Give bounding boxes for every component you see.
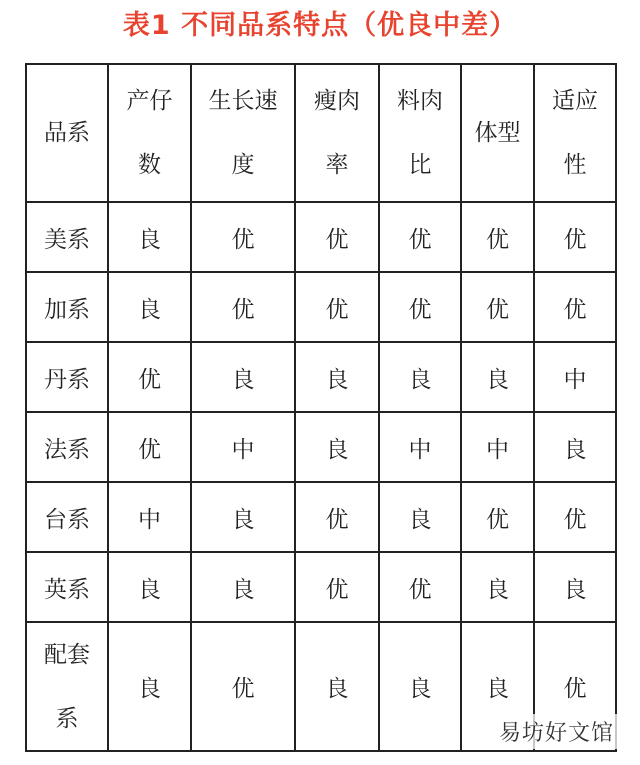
table-cell: 优 bbox=[461, 272, 534, 342]
table-cell: 中 bbox=[108, 482, 191, 552]
breed-characteristics-table bbox=[25, 63, 617, 752]
table-row bbox=[26, 272, 616, 342]
table-cell: 良 bbox=[461, 342, 534, 412]
table-cell: 优 bbox=[108, 412, 191, 482]
header-breed: 品系 bbox=[26, 64, 108, 202]
table-container bbox=[25, 63, 617, 752]
table-cell: 良 bbox=[191, 482, 295, 552]
breed-name: 美系 bbox=[26, 202, 108, 272]
breed-name: 英系 bbox=[26, 552, 108, 622]
table-cell: 良 bbox=[379, 622, 461, 751]
header-lean-rate: 瘦肉 率 bbox=[295, 64, 379, 202]
table-cell: 良 bbox=[295, 412, 379, 482]
table-cell: 优 bbox=[534, 482, 616, 552]
breed-name: 加系 bbox=[26, 272, 108, 342]
table-cell: 优 bbox=[191, 622, 295, 751]
table-cell: 中 bbox=[461, 412, 534, 482]
breed-name: 配套 系 bbox=[26, 622, 108, 751]
table-cell: 良 bbox=[534, 412, 616, 482]
header-growth-rate: 生长速 度 bbox=[191, 64, 295, 202]
table-cell: 优 bbox=[461, 202, 534, 272]
table-cell: 优 bbox=[534, 272, 616, 342]
table-row bbox=[26, 552, 616, 622]
table-cell: 良 bbox=[461, 622, 534, 751]
table-cell: 优 bbox=[379, 272, 461, 342]
table-cell: 良 bbox=[295, 342, 379, 412]
table-cell: 良 bbox=[108, 202, 191, 272]
table-cell: 优 bbox=[461, 482, 534, 552]
header-feed-ratio: 料肉 比 bbox=[379, 64, 461, 202]
header-adaptability: 适应 性 bbox=[534, 64, 616, 202]
table-cell: 优 bbox=[295, 202, 379, 272]
table-row bbox=[26, 412, 616, 482]
breed-name: 法系 bbox=[26, 412, 108, 482]
table-row bbox=[26, 482, 616, 552]
table-row bbox=[26, 342, 616, 412]
table-row bbox=[26, 202, 616, 272]
table-cell: 良 bbox=[295, 622, 379, 751]
table-cell: 良 bbox=[379, 482, 461, 552]
table-cell: 优 bbox=[108, 342, 191, 412]
table-cell: 优 bbox=[295, 482, 379, 552]
header-litter-size: 产仔 数 bbox=[108, 64, 191, 202]
table-cell: 良 bbox=[108, 552, 191, 622]
table-cell: 良 bbox=[191, 342, 295, 412]
header-body-type: 体型 bbox=[461, 64, 534, 202]
table-cell: 良 bbox=[461, 552, 534, 622]
table-cell: 优 bbox=[295, 272, 379, 342]
table-cell: 优 bbox=[191, 272, 295, 342]
table-cell: 优 bbox=[295, 552, 379, 622]
breed-name: 丹系 bbox=[26, 342, 108, 412]
header-row bbox=[26, 64, 616, 202]
table-cell: 良 bbox=[108, 622, 191, 751]
table-cell: 优 bbox=[191, 202, 295, 272]
breed-name: 台系 bbox=[26, 482, 108, 552]
table-cell: 良 bbox=[108, 272, 191, 342]
table-cell: 中 bbox=[534, 342, 616, 412]
watermark-text: 易坊好文馆 bbox=[495, 714, 618, 749]
table-cell: 优 bbox=[534, 622, 616, 751]
table-cell: 优 bbox=[379, 552, 461, 622]
table-cell: 中 bbox=[191, 412, 295, 482]
table-title: 表1 不同品系特点（优良中差） bbox=[122, 10, 518, 41]
table-cell: 良 bbox=[191, 552, 295, 622]
table-cell: 良 bbox=[534, 552, 616, 622]
table-cell: 良 bbox=[379, 342, 461, 412]
table-cell: 优 bbox=[534, 202, 616, 272]
table-cell: 中 bbox=[379, 412, 461, 482]
table-cell: 优 bbox=[379, 202, 461, 272]
